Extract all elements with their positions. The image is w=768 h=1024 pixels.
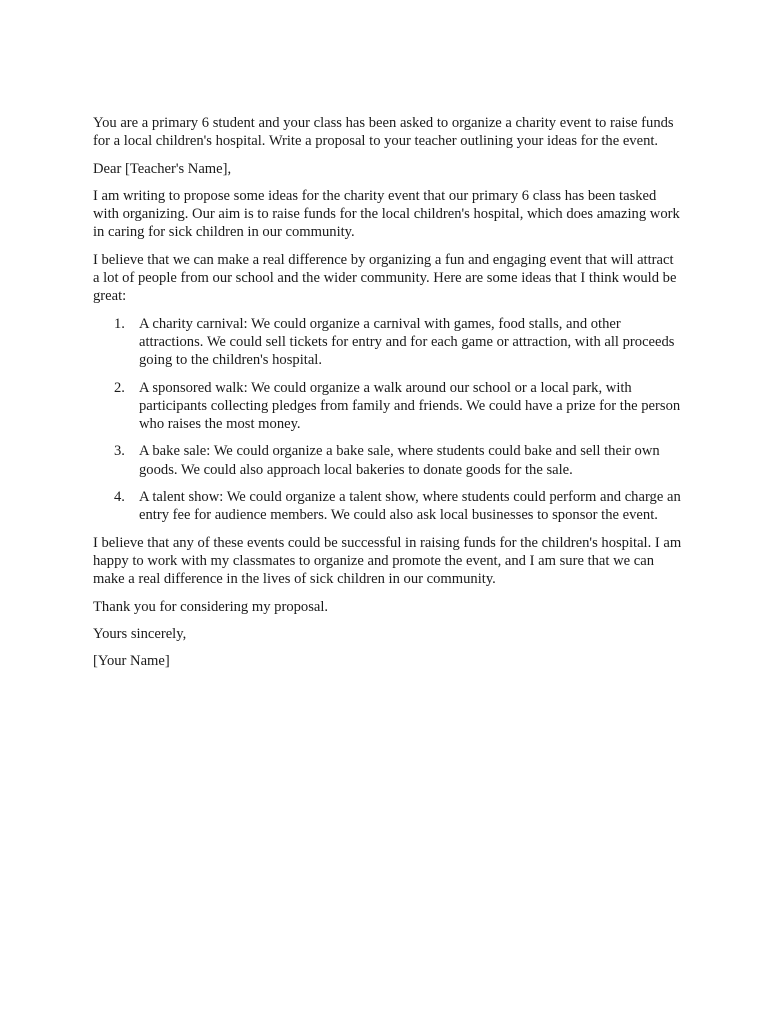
list-item bbox=[93, 379, 683, 434]
list-item bbox=[93, 315, 683, 370]
document-body bbox=[93, 114, 683, 679]
list-item-number: 2. bbox=[114, 379, 125, 396]
list-item-text: A charity carnival: We could organize a carnival with games, food stalls, and other attractions. We could sell tickets for entry and for each game or attraction, with all proceeds going to the children's hospital. bbox=[139, 315, 675, 369]
thanks-line: Thank you for considering my proposal. bbox=[93, 598, 329, 615]
belief-paragraph: I believe that we can make a real difference by organizing a fun and engaging event that will attract a lot of people from our school and the wider community. Here are some ideas that I think would be great: bbox=[93, 251, 677, 305]
ideas-list bbox=[93, 315, 683, 525]
list-item-number: 3. bbox=[114, 443, 125, 460]
signature-line: [Your Name] bbox=[93, 653, 170, 670]
list-item-number: 1. bbox=[114, 315, 125, 332]
salutation: Dear [Teacher's Name], bbox=[93, 160, 232, 177]
list-item bbox=[93, 488, 683, 525]
conclusion-paragraph: I believe that any of these events could be successful in raising funds for the children's hospital. I am happy to work with my classmates to organize and promote the event, and I am sure that we can make a real difference in the lives of sick children in our community. bbox=[93, 534, 682, 588]
list-item bbox=[93, 442, 683, 479]
list-item-text: A bake sale: We could organize a bake sale, where students could bake and sell their own goods. We could also approach local bakeries to donate goods for the sale. bbox=[139, 443, 660, 478]
list-item-text: A sponsored walk: We could organize a walk around our school or a local park, with participants collecting pledges from family and friends. We could have a prize for the person who raises the most money. bbox=[139, 379, 681, 433]
list-item-number: 4. bbox=[114, 489, 125, 506]
list-item-text: A talent show: We could organize a talent show, where students could perform and charge an entry fee for audience members. We could also ask local businesses to sponsor the event. bbox=[139, 489, 681, 524]
closing-line: Yours sincerely, bbox=[93, 625, 187, 642]
intro-paragraph: I am writing to propose some ideas for the charity event that our primary 6 class has been tasked with organizing. Our aim is to raise funds for the local children's hospital, which does amazing work in caring for sick children in our community. bbox=[93, 187, 680, 241]
prompt-paragraph: You are a primary 6 student and your class has been asked to organize a charity event to raise funds for a local children's hospital. Write a proposal to your teacher outlining your ideas for the event. bbox=[93, 115, 674, 150]
